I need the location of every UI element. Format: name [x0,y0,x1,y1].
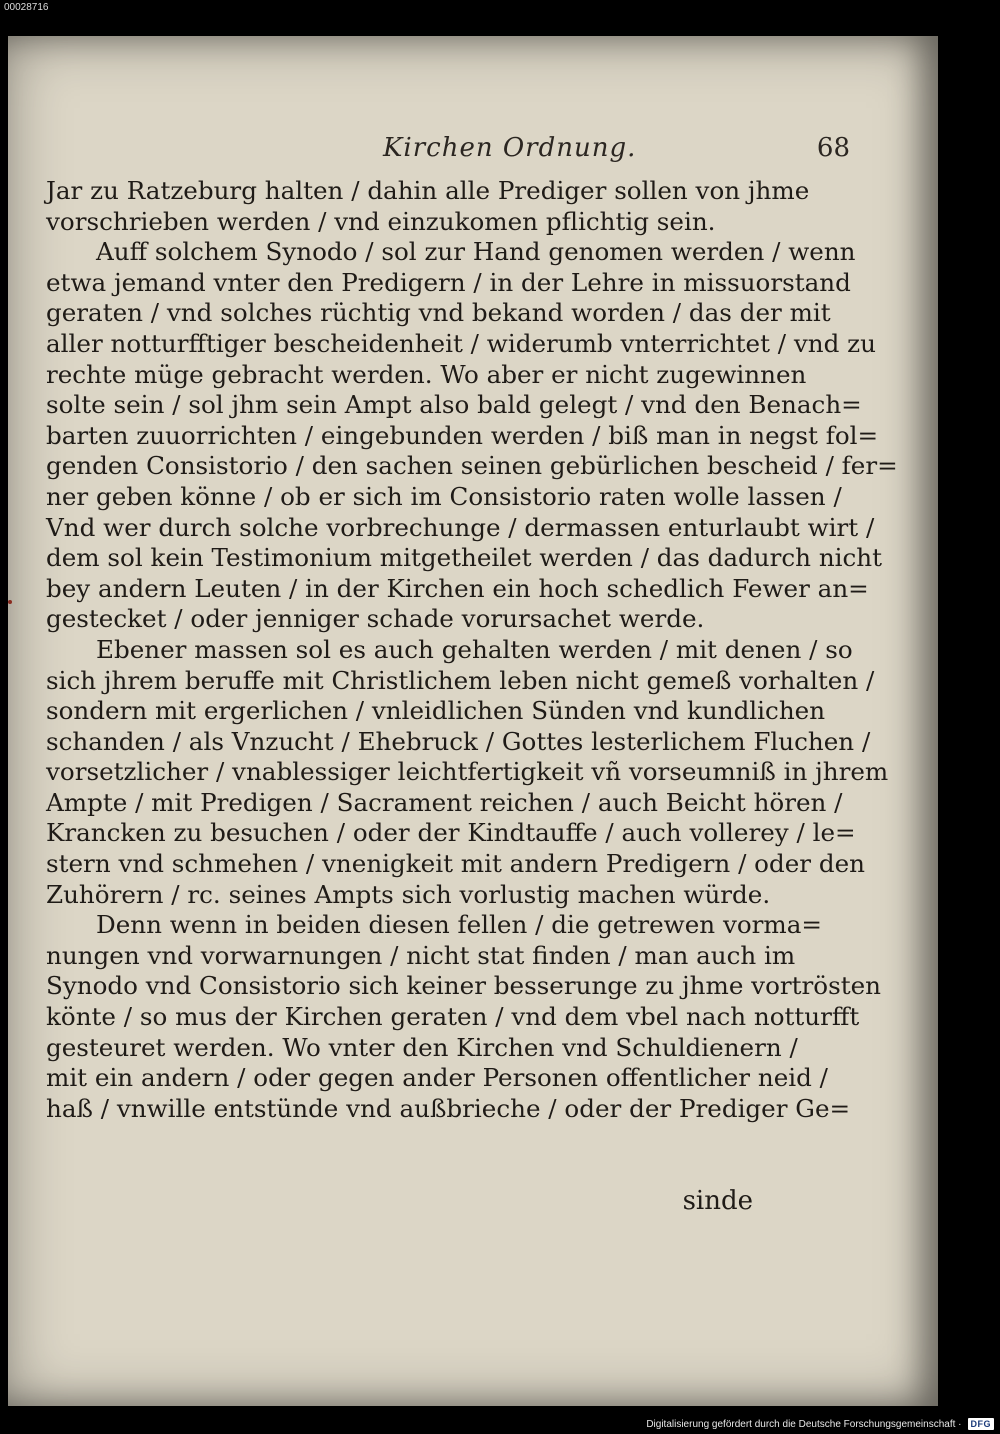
margin-mark [8,600,12,604]
text-line: genden Consistorio / den sachen seinen gebürlichen bescheid / fer= [46,451,898,481]
text-line: vorschrieben werden / vnd einzukomen pflichtig sein. [46,206,716,236]
text-line: Auff solchem Synodo / sol zur Hand genomen werden / wenn [96,237,856,267]
text-line: gestecket / oder jenniger schade vorursachet werde. [46,604,705,634]
dfg-logo-icon: DFG [968,1418,995,1430]
text-line: sondern mit ergerlichen / vnleidlichen Sünden vnd kundlichen [46,696,826,726]
running-title: Kirchen Ordnung. [383,133,637,163]
text-line: Synodo vnd Consistorio sich keiner besserunge zu jhme vortrösten [46,971,881,1001]
text-line: gesteuret werden. Wo vnter den Kirchen vnd Schuldienern / [46,1032,798,1062]
text-line: geraten / vnd solches rüchtig vnd bekand worden / das der mit [46,298,831,328]
text-line: barten zuuorrichten / eingebunden werden / biß man in negst fol= [46,420,879,450]
text-line: mit ein andern / oder gegen ander Personen offentlicher neid / [46,1063,828,1093]
text-line: nungen vnd vorwarnungen / nicht stat finden / man auch im [46,940,796,970]
text-line: haß / vnwille entstünde vnd außbrieche / oder der Prediger Ge= [46,1093,851,1123]
footer-credit [646,1418,994,1430]
text-line: etwa jemand vnter den Predigern / in der Lehre in missuorstand [46,267,851,297]
text-line: sich jhrem beruffe mit Christlichem leben nicht gemeß vorhalten / [46,665,875,695]
catchword: sinde [682,1186,753,1216]
text-line: Ebener massen sol es auch gehalten werden / mit denen / so [96,634,853,664]
text-line: Krancken zu besuchen / oder der Kindtauffe / auch vollerey / le= [46,818,856,848]
text-line: bey andern Leuten / in der Kirchen ein hoch schedlich Fewer an= [46,573,869,603]
text-line: rechte müge gebracht werden. Wo aber er nicht zugewinnen [46,359,807,389]
text-line: Zuhörern / rc. seines Ampts sich vorlustig machen würde. [46,879,771,909]
text-line: solte sein / sol jhm sein Ampt also bald gelegt / vnd den Benach= [46,390,862,420]
text-line: Denn wenn in beiden diesen fellen / die getrewen vorma= [96,910,822,940]
book-page [8,36,938,1406]
text-line: Ampte / mit Predigen / Sacrament reichen / auch Beicht hören / [46,787,843,817]
text-line: ner geben könne / ob er sich im Consistorio raten wolle lassen / [46,481,842,511]
text-line: vorsetzlicher / vnablessiger leichtfertigkeit vñ vorseumniß in jhrem [46,757,889,787]
text-line: schanden / als Vnzucht / Ehebruck / Gottes lesterlichem Fluchen / [46,726,871,756]
page-header [8,133,938,173]
body-text [46,176,898,1124]
text-line: dem sol kein Testimonium mitgetheilet werden / das dadurch nicht [46,543,883,573]
text-line: Jar zu Ratzeburg halten / dahin alle Prediger sollen von jhme [46,176,810,205]
page-number: 68 [816,133,850,163]
text-line: könte / so mus der Kirchen geraten / vnd dem vbel nach notturfft [46,1002,860,1032]
text-line: Vnd wer durch solche vorbrechunge / dermassen enturlaubt wirt / [46,512,875,542]
scan-id: 00028716 [4,2,49,13]
text-line: aller notturfftiger bescheidenheit / widerumb vnterrichtet / vnd zu [46,328,876,358]
text-line: stern vnd schmehen / vnenigkeit mit andern Predigern / oder den [46,849,865,879]
footer-text: Digitalisierung gefördert durch die Deutsche Forschungsgemeinschaft · [646,1418,962,1430]
